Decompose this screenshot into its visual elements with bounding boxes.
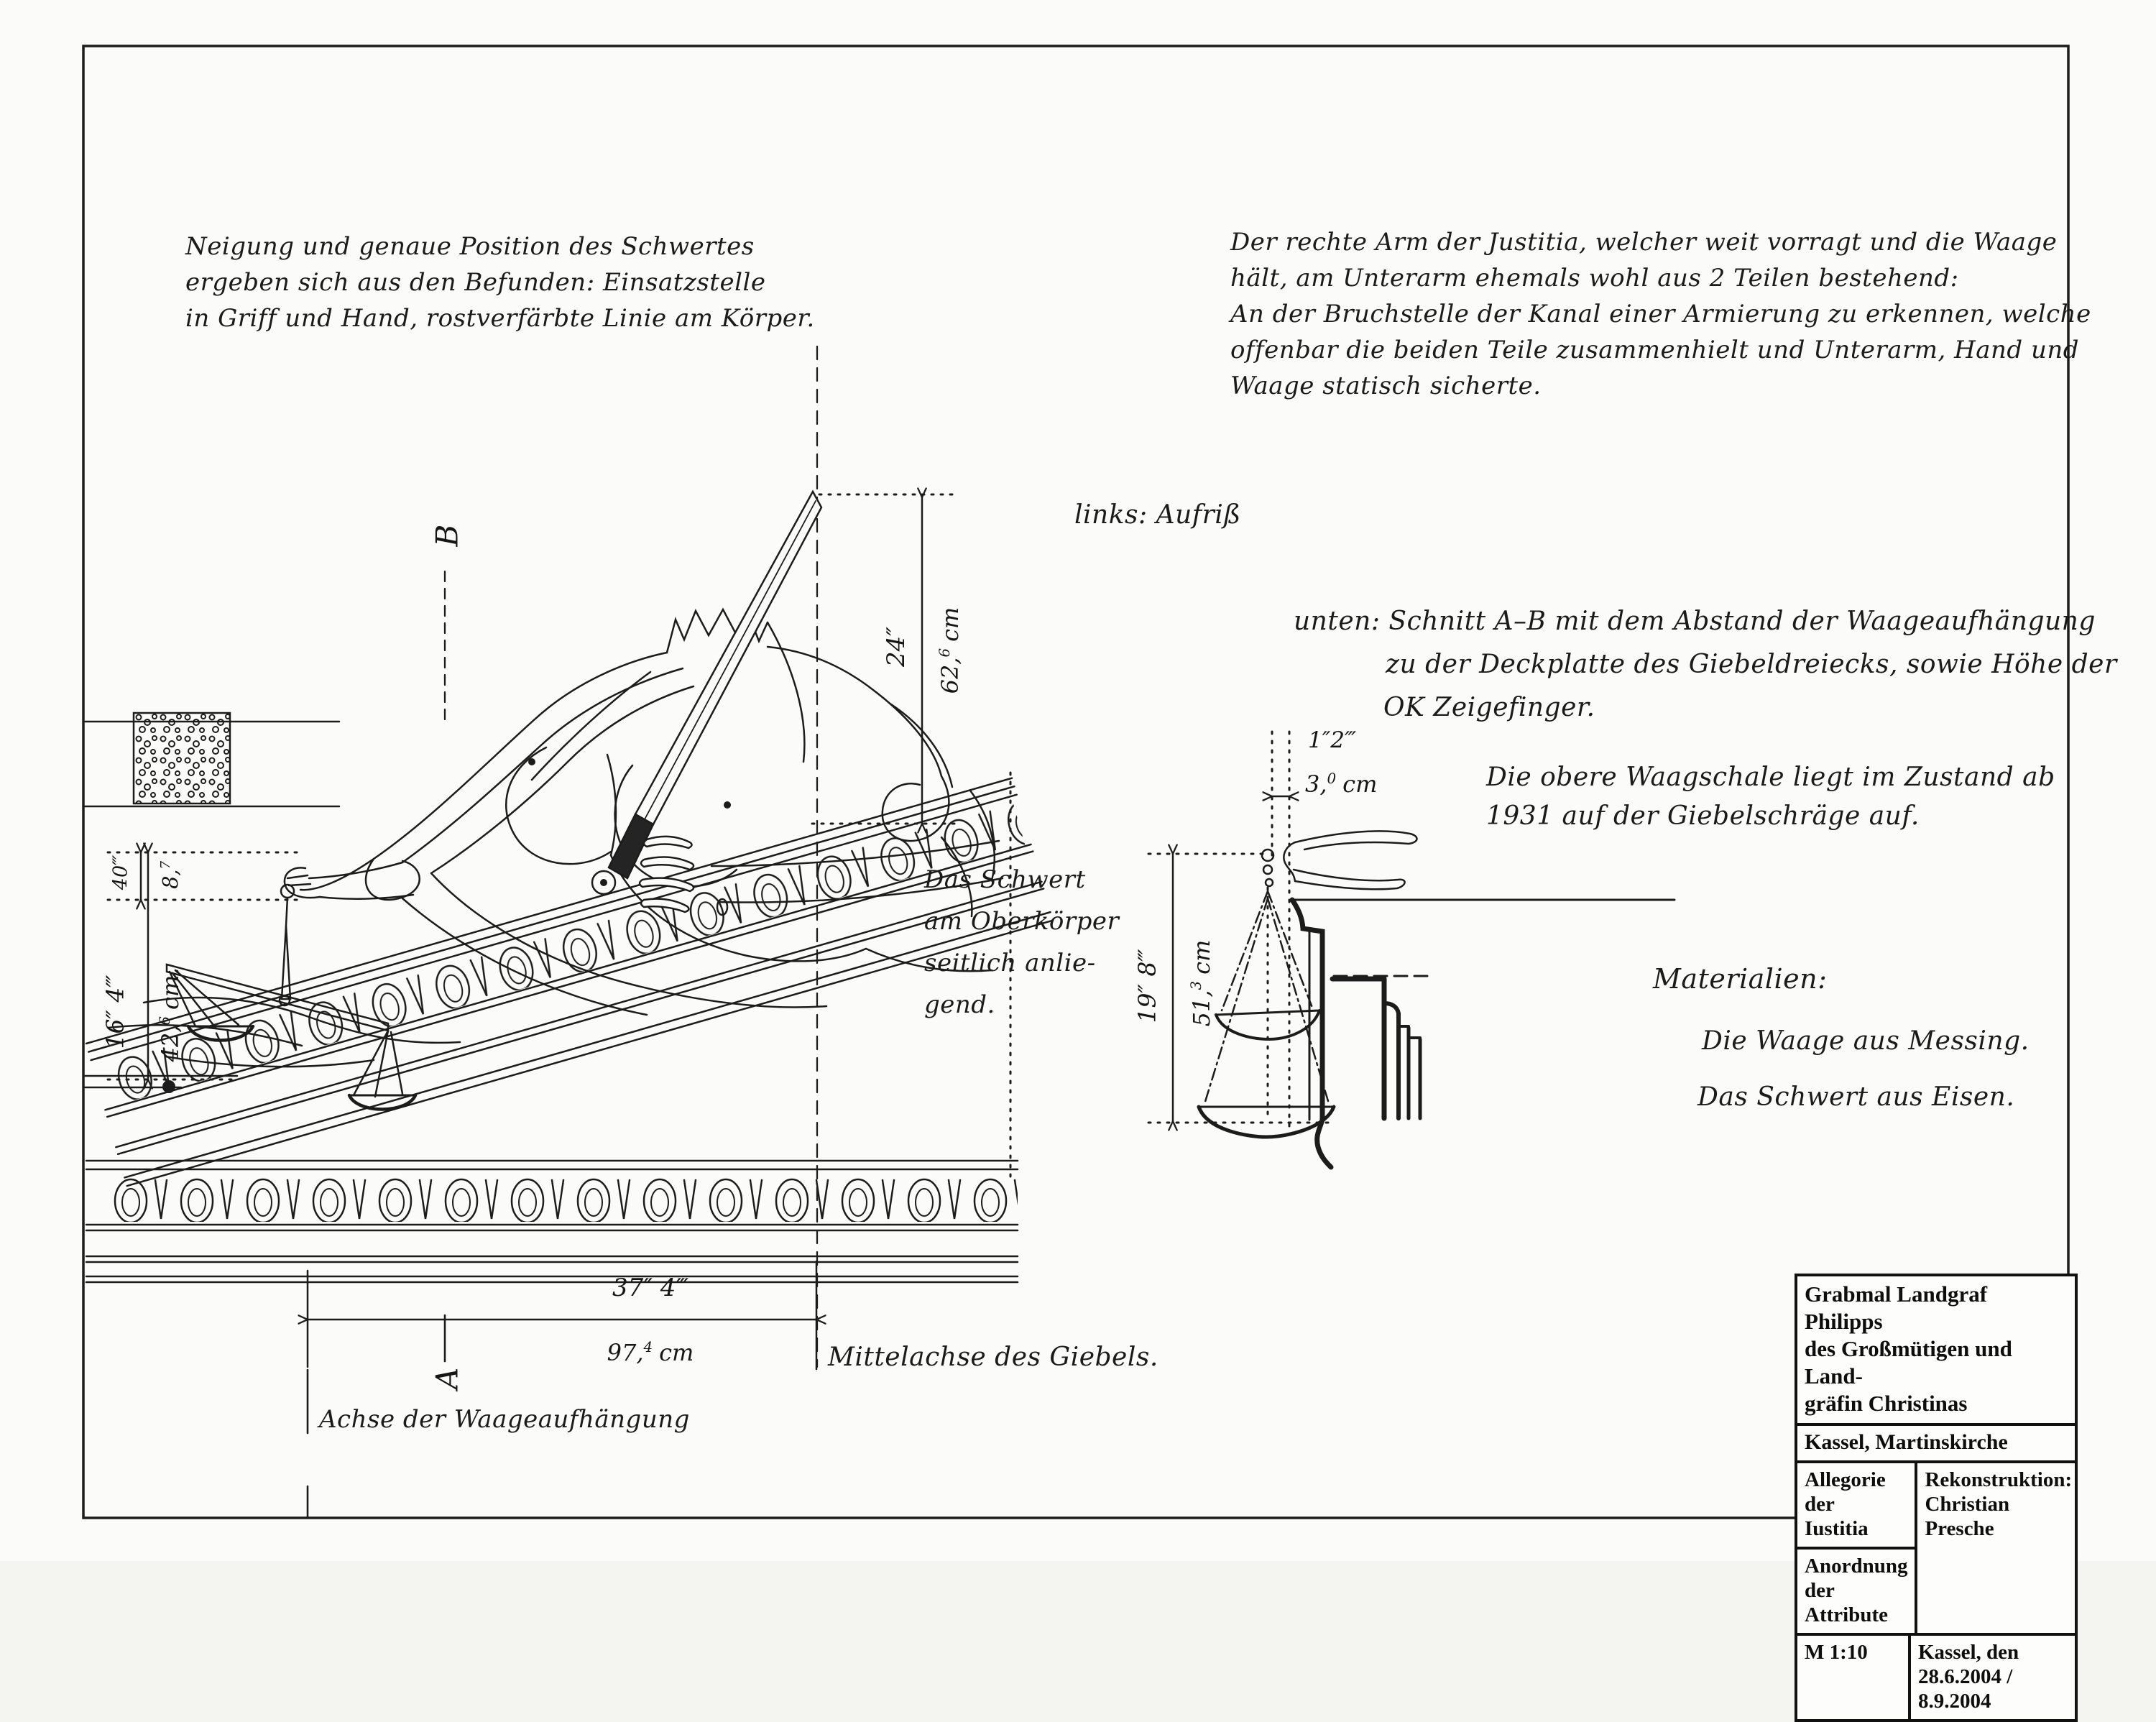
note-line: An der Bruchstelle der Kanal einer Armierung zu erkennen, welche — [1230, 300, 2091, 328]
note-line: Der rechte Arm der Justitia, welcher weit vorragt und die Waage — [1230, 228, 2058, 257]
note-line: am Oberkörper — [924, 907, 1120, 936]
dim-24-zoll: 24″ — [882, 627, 911, 667]
dim-37-4-zoll: 37″ 4‴ — [612, 1274, 689, 1302]
title-block-location: Kassel, Martinskirche — [1797, 1423, 2075, 1460]
label-axis-center: Mittelachse des Giebels. — [828, 1343, 1158, 1372]
note-line: in Griff und Hand, rostverfärbte Linie am Körper. — [185, 304, 815, 333]
pointing-finger — [1284, 831, 1416, 889]
section-marker-a: A — [429, 1367, 465, 1390]
note-sword-findings — [185, 229, 815, 336]
dim-62-6-cm: 62,$^6$cm — [936, 607, 964, 694]
note-line: 1931 auf der Giebelschräge auf. — [1486, 801, 1920, 831]
note-line: ergeben sich aus den Befunden: Einsatzstelle — [185, 268, 766, 297]
dim-40-linien: 40‴ — [109, 855, 132, 890]
label-view-section-1: unten: Schnitt A–B mit dem Abstand der Waageaufhängung — [1294, 607, 2096, 636]
title-block — [1795, 1274, 2078, 1722]
note-line: Die obere Waagschale liegt im Zustand ab — [1486, 763, 2055, 792]
gable-profile — [1292, 900, 1674, 1167]
dim-42-6-cm: 42,$^6$cm. — [157, 967, 184, 1062]
title-block-subject: Allegorie der Iustitia — [1805, 1468, 1886, 1540]
label-axis-balance: Achse der Waageaufhängung — [319, 1405, 690, 1434]
label-view-section-3: OK Zeigefinger. — [1383, 693, 1595, 722]
label-material-2: Das Schwert aus Eisen. — [1697, 1082, 2015, 1112]
note-line: Waage statisch sicherte. — [1230, 372, 1542, 400]
dim-97-4-cm: 97,$^4$ cm — [607, 1339, 694, 1366]
dim-16-4-zoll: 16″ 4‴ — [101, 975, 129, 1049]
dim-1-2-zoll: 1″2‴ — [1308, 727, 1357, 753]
title-block-title: Grabmal Landgraf Philipps des Großmütigen und Land- gräfin Christinas — [1805, 1281, 2012, 1416]
note-line: seitlich anlie- — [924, 949, 1096, 977]
note-sword-position — [924, 859, 1119, 1026]
title-block-drawing: Anordnung der Attribute — [1797, 1547, 1915, 1633]
note-line: offenbar die beiden Teile zusammenhielt und Unterarm, Hand und — [1230, 336, 2080, 364]
note-line: Neigung und genaue Position des Schwertes — [185, 232, 755, 261]
dim-19-8-zoll: 19″ 8‴ — [1133, 949, 1161, 1023]
masonry-block — [85, 713, 339, 806]
dim-8-7-cm: 8,$^7$ — [158, 860, 183, 890]
title-block-date: Kassel, den 28.6.2004 / 8.9.2004 — [1908, 1636, 2075, 1719]
label-view-elevation: links: Aufriß — [1074, 500, 1241, 530]
dim-3-0-cm: 3,$^0$ cm — [1305, 770, 1378, 798]
dim-51-3-cm: 51,$^3$cm — [1188, 939, 1215, 1027]
sword — [592, 492, 821, 894]
title-block-author: Rekonstruktion: Christian Presche — [1925, 1468, 2073, 1540]
entablature — [86, 1161, 1018, 1282]
section-marker-b: B — [429, 524, 465, 547]
dimension-lines — [108, 494, 956, 1369]
note-line: gend. — [924, 990, 995, 1019]
note-scale-pan — [1486, 758, 2055, 836]
label-view-section-2: zu der Deckplatte des Giebeldreiecks, sowie Höhe der — [1386, 650, 2117, 679]
note-right-arm — [1230, 224, 2091, 404]
note-line: hält, am Unterarm ehemals wohl aus 2 Teilen bestehend: — [1230, 264, 1959, 293]
note-line: Das Schwert — [924, 865, 1086, 894]
title-block-scale: M 1:10 — [1805, 1641, 1868, 1664]
label-material-1: Die Waage aus Messing. — [1702, 1026, 2030, 1056]
label-materials-header: Materialien: — [1653, 963, 1828, 995]
